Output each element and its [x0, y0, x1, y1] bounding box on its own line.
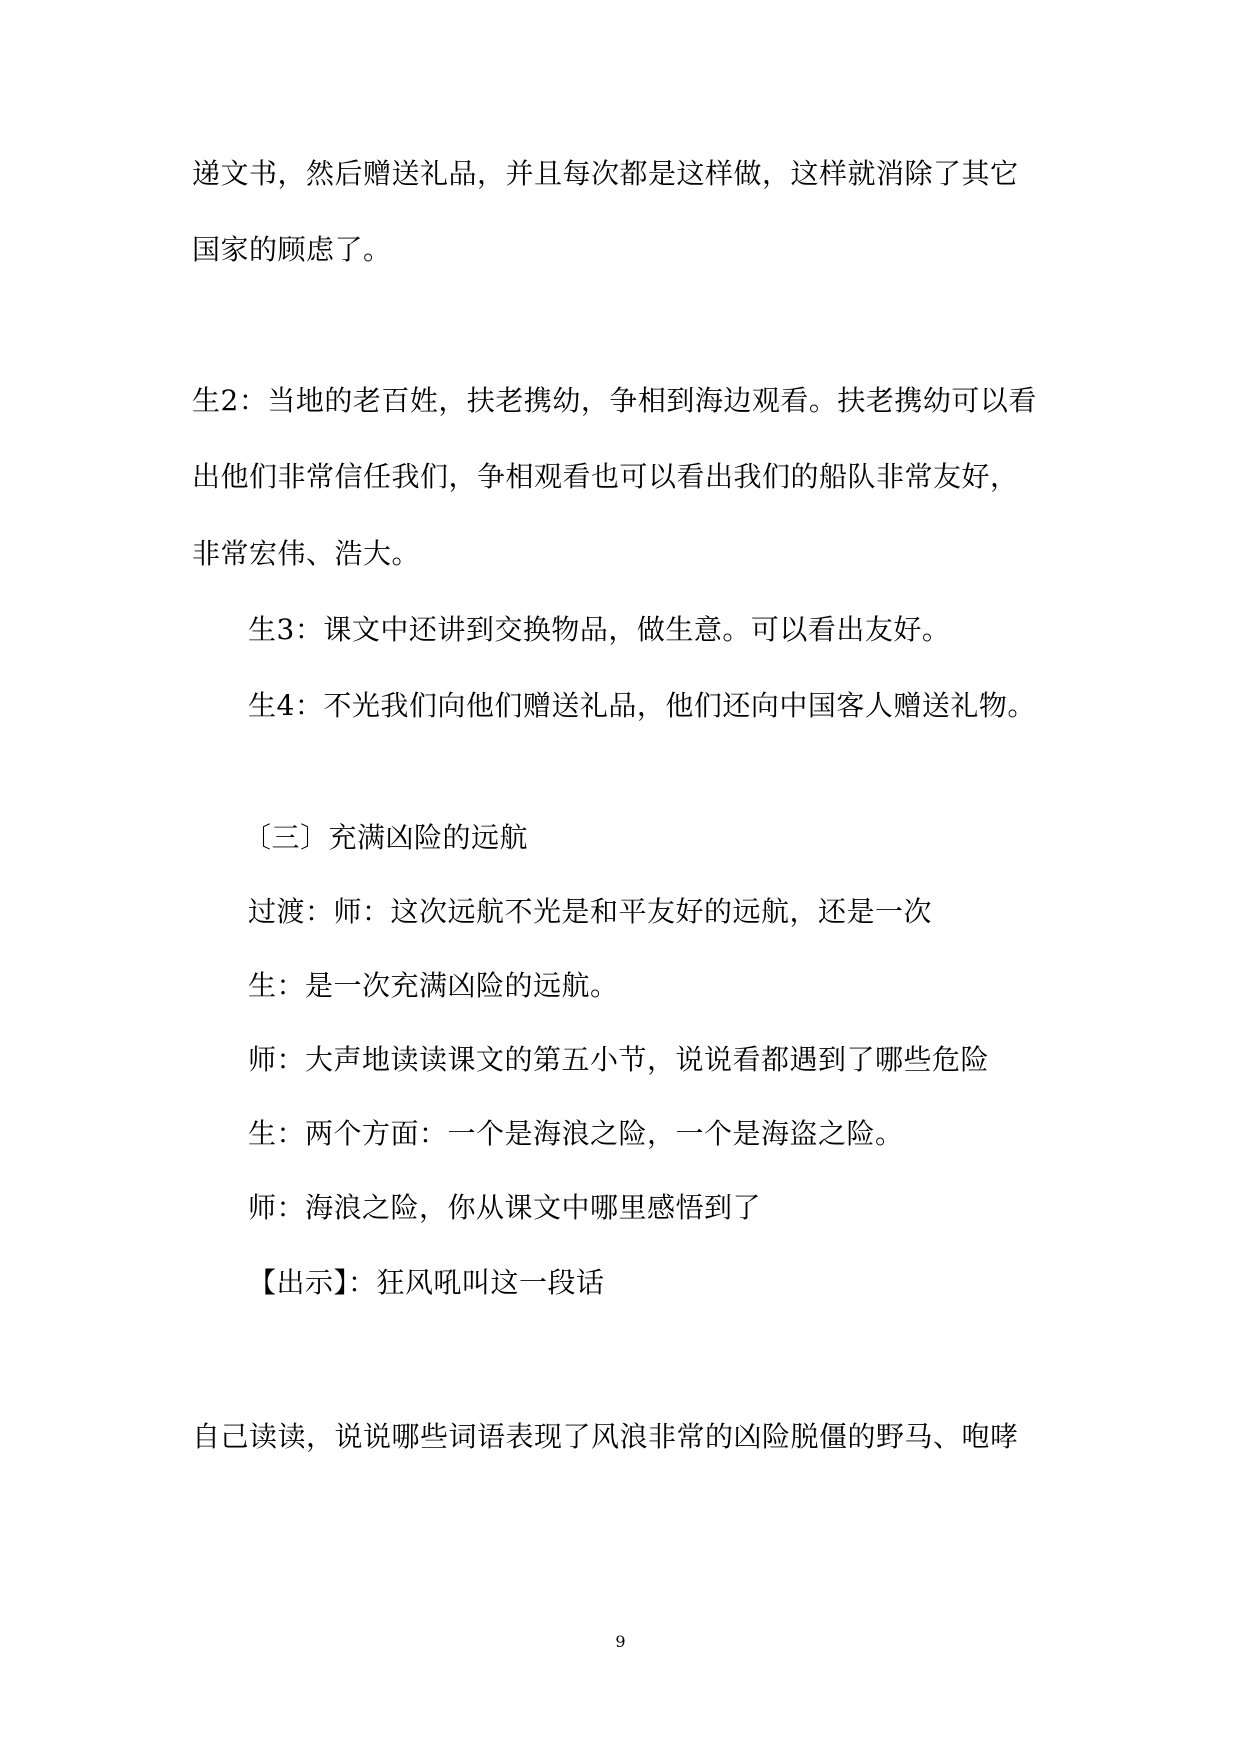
paragraph-line-4: 出他们非常信任我们，争相观看也可以看出我们的船队非常友好，: [192, 460, 1019, 493]
paragraph-line-15: 自己读读，说说哪些词语表现了风浪非常的凶险脱僵的野马、咆哮: [192, 1420, 1019, 1453]
paragraph-line-6: 生3：课文中还讲到交换物品，做生意。可以看出友好。: [248, 613, 951, 646]
paragraph-line-14: 【出示】：狂风吼叫这一段话: [248, 1266, 605, 1299]
paragraph-line-1: 递文书，然后赠送礼品，并且每次都是这样做，这样就消除了其它: [192, 157, 1019, 190]
paragraph-line-11: 师：大声地读读课文的第五小节，说说看都遇到了哪些危险: [248, 1043, 990, 1076]
paragraph-line-2: 国家的顾虑了。: [192, 233, 392, 266]
paragraph-line-3: 生2：当地的老百姓，扶老携幼，争相到海边观看。扶老携幼可以看: [192, 384, 1037, 417]
paragraph-line-13: 师：海浪之险，你从课文中哪里感悟到了: [248, 1191, 762, 1224]
paragraph-line-12: 生：两个方面：一个是海浪之险，一个是海盗之险。: [248, 1117, 904, 1150]
paragraph-line-9: 过渡：师：这次远航不光是和平友好的远航，还是一次: [248, 895, 933, 928]
page-number: 9: [615, 1632, 626, 1651]
paragraph-line-7: 生4：不光我们向他们赠送礼品，他们还向中国客人赠送礼物。: [248, 689, 1036, 722]
paragraph-line-5: 非常宏伟、浩大。: [192, 537, 421, 570]
section-heading: 〔三〕充满凶险的远航: [243, 821, 529, 854]
paragraph-line-10: 生：是一次充满凶险的远航。: [248, 969, 619, 1002]
